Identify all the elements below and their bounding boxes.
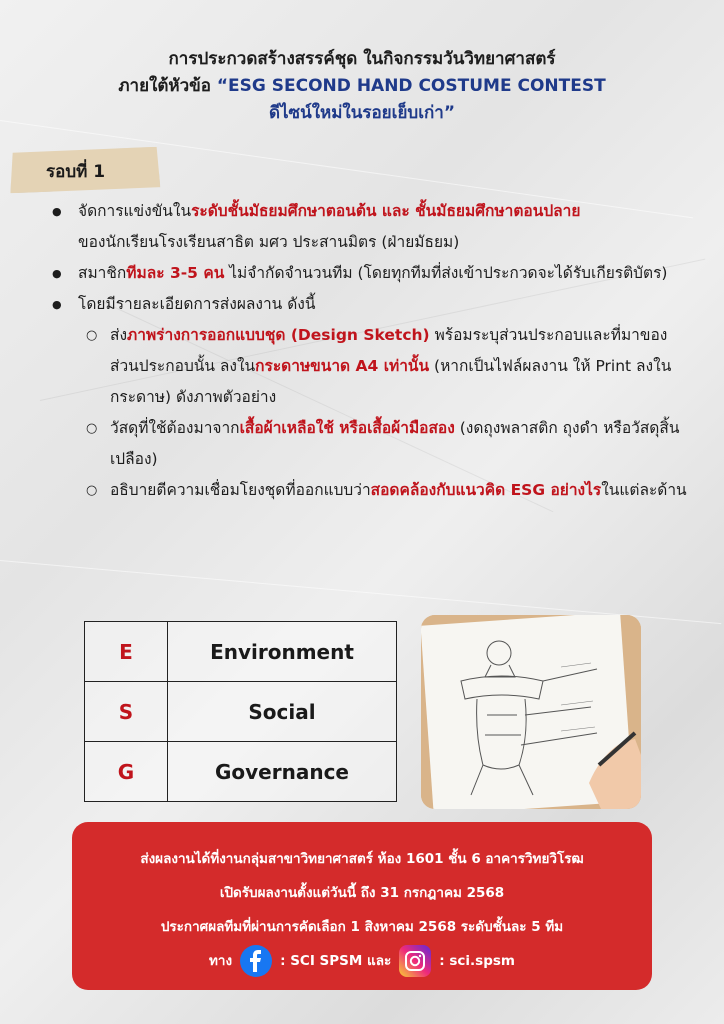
bullet-item: ● โดยมีรายละเอียดการส่งผลงาน ดังนี้	[52, 289, 692, 320]
esg-word: Governance	[168, 742, 397, 802]
footer-line-2: เปิดรับผลงานตั้งแต่วันนี้ ถึง 31 กรกฎาคม 2568	[219, 885, 505, 901]
table-row	[85, 682, 397, 742]
esg-word: Environment	[168, 622, 397, 682]
esg-letter: G	[85, 742, 168, 802]
table-row	[85, 622, 397, 682]
esg-letter: S	[85, 682, 168, 742]
instagram-icon[interactable]	[399, 945, 431, 977]
esg-letter: E	[85, 622, 168, 682]
round-label: รอบที่ 1	[46, 162, 106, 182]
contest-name: “ESG SECOND HAND COSTUME CONTEST	[216, 76, 606, 96]
sub-bullet-item: ○ วัสดุที่ใช้ต้องมาจากเสื้อผ้าเหลือใช้ หรือเสื้อผ้ามือสอง (งดถุงพลาสติก ถุงดำ หรือวัสดุสิ้นเปลือง)	[52, 413, 692, 475]
title-line-3: ดีไซน์ใหม่ในรอยเย็บเก่า”	[268, 103, 456, 123]
facebook-icon[interactable]	[240, 945, 272, 977]
footer-line-1: ส่งผลงานได้ที่งานกลุ่มสาขาวิทยาศาสตร์ ห้อง 1601 ชั้น 6 อาคารวิทยวิโรฒ	[140, 851, 584, 867]
esg-word: Social	[168, 682, 397, 742]
instagram-handle[interactable]: : sci.spsm	[439, 953, 515, 969]
esg-table	[84, 621, 397, 802]
footer-line-3: ประกาศผลทีมที่ผ่านการคัดเลือก 1 สิงหาคม 2568 ระดับชั้นละ 5 ทีม	[160, 919, 564, 935]
bullet-item: ● จัดการแข่งขันในระดับชั้นมัธยมศึกษาตอนต้น และ ชั้นมัธยมศึกษาตอนปลาย ของนักเรียนโรงเรียนสาธิต มศว ประสานมิตร (ฝ่ายมัธยม)	[52, 196, 692, 258]
title-line-1: การประกวดสร้างสรรค์ชุด ในกิจกรรมวันวิทยาศาสตร์	[168, 49, 556, 69]
sub-bullet-item: ○ อธิบายตีความเชื่อมโยงชุดที่ออกแบบว่าสอดคล้องกับแนวคิด ESG อย่างไรในแต่ละด้าน	[52, 475, 692, 506]
page-title	[0, 46, 724, 127]
title-line-2: ภายใต้หัวข้อ “ESG SECOND HAND COSTUME CONTEST	[118, 76, 606, 96]
design-sketch-image	[421, 615, 641, 809]
social-row: ทาง : SCI SPSM และ : sci.spsm	[72, 944, 652, 978]
submission-info-box	[72, 822, 652, 990]
facebook-handle[interactable]: : SCI SPSM และ	[280, 953, 392, 969]
table-row	[85, 742, 397, 802]
sub-bullet-item: ○ ส่งภาพร่างการออกแบบชุด (Design Sketch) พร้อมระบุส่วนประกอบและที่มาของส่วนประกอบนั้น ลงในกระดาษขนาด A4 เท่านั้น (หากเป็นไฟล์ผลงาน ให้ Print ลงในกระดาษ) ดังภาพตัวอย่าง	[52, 320, 692, 413]
rules-list	[52, 196, 692, 506]
bullet-item: ● สมาชิกทีมละ 3-5 คน ไม่จำกัดจำนวนทีม (โดยทุกทีมที่ส่งเข้าประกวดจะได้รับเกียรติบัตร)	[52, 258, 692, 289]
